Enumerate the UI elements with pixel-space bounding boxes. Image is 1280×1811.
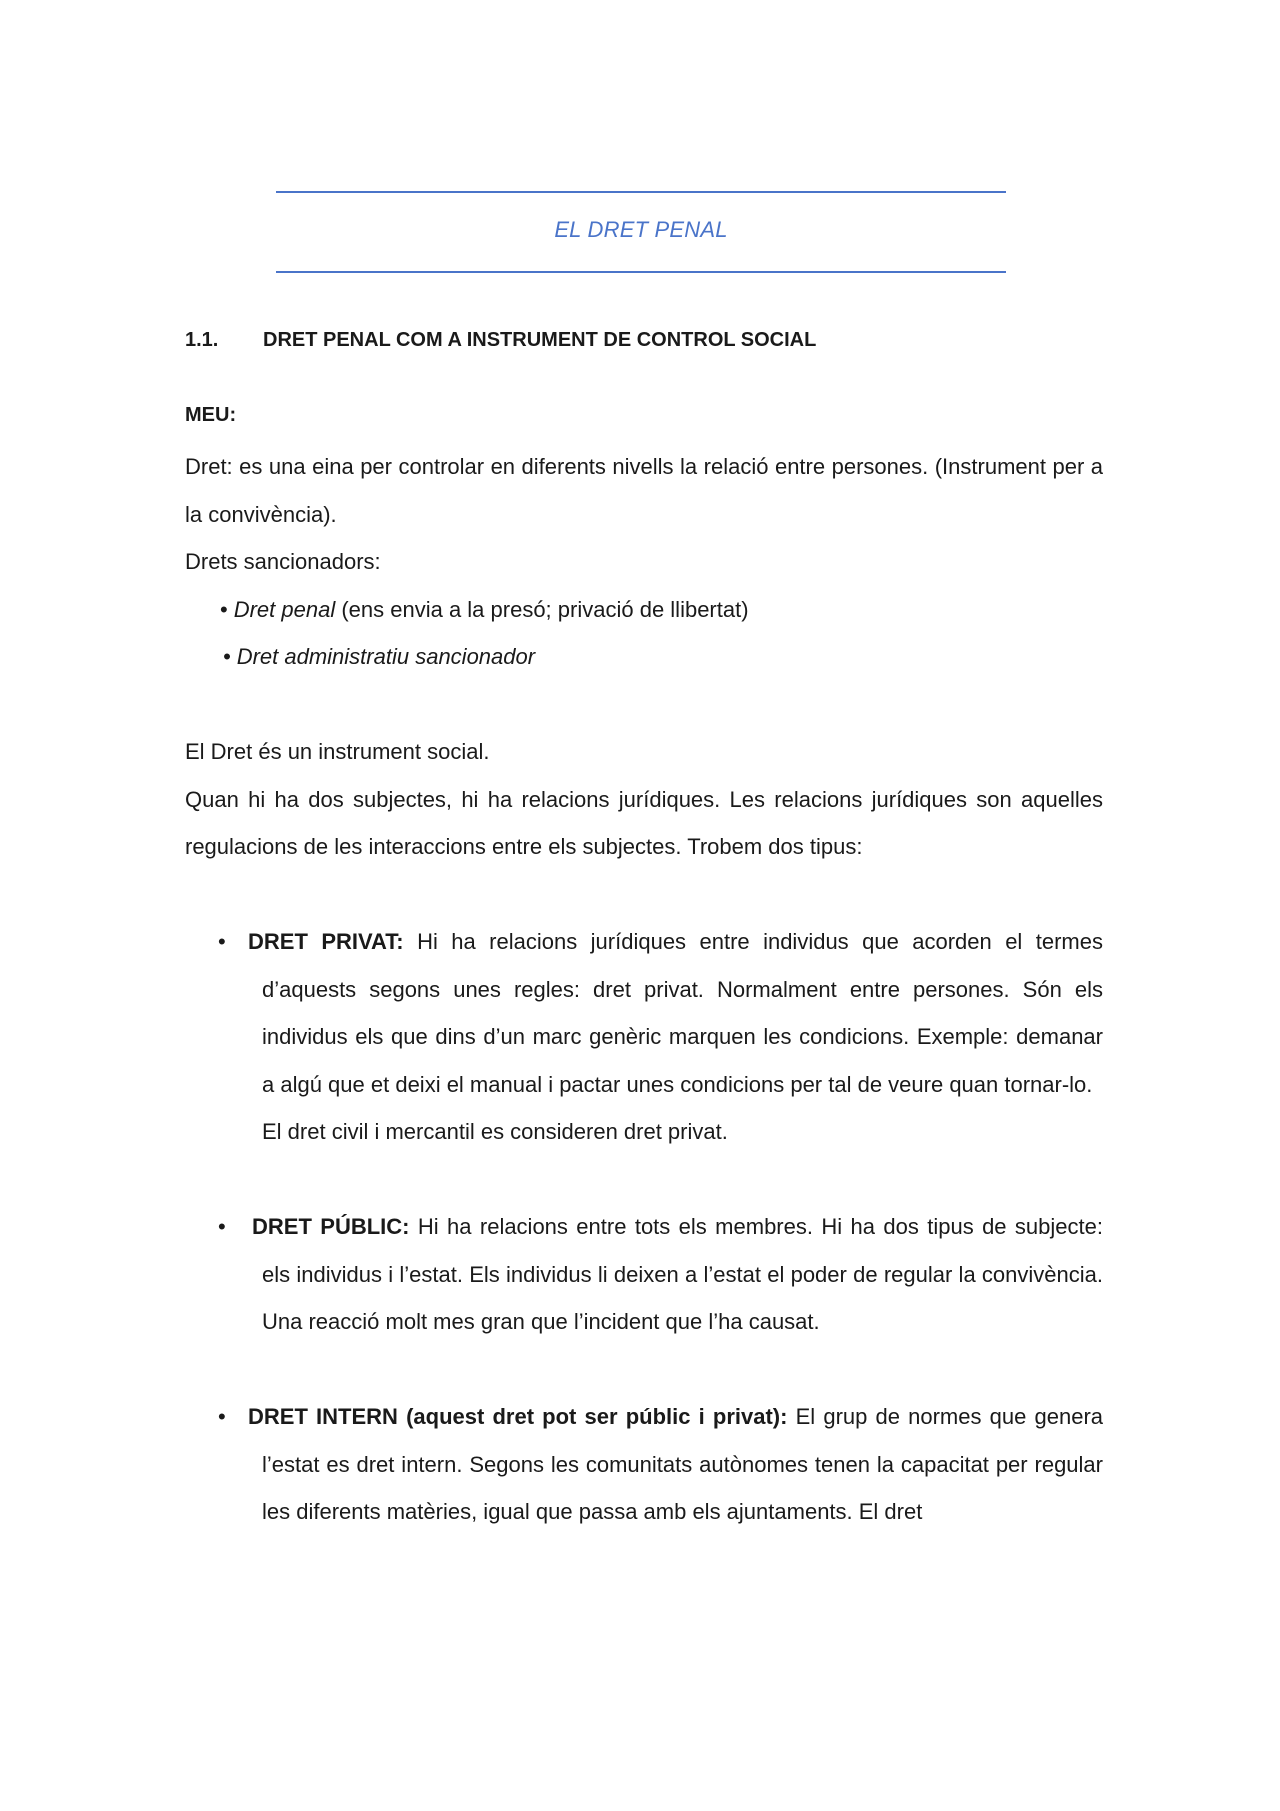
bullet-label: DRET PÚBLIC: (252, 1214, 410, 1239)
sancionadors-label: Drets sancionadors: (185, 549, 381, 574)
bullet-dot: • (218, 1404, 226, 1429)
social-line-2: Quan hi ha dos subjectes, hi ha relacions jurídiques. Les relacions jurídiques son aquelles regulacions de les interaccions entre els subjectes. Trobem dos tipus: (185, 786, 1103, 859)
item-name: Dret administratiu sancionador (236, 644, 536, 669)
bullet-extra: El dret civil i mercantil es consideren dret privat. (262, 1119, 728, 1144)
bullet-dot: • (223, 644, 231, 669)
bullet-label: DRET PRIVAT: (248, 929, 404, 954)
bullet-dot: • (218, 929, 226, 954)
spacer (185, 871, 1103, 919)
document-body (185, 322, 1103, 1536)
dret-definition: Dret: es una eina per controlar en diferents nivells la relació entre persones. (Instrument per a la convivència). (185, 454, 1103, 527)
section-heading (185, 322, 1103, 369)
list-item-dret-administratiu (185, 633, 1103, 681)
item-desc: (ens envia a la presó; privació de llibertat) (335, 596, 749, 622)
meu-label: MEU: (185, 404, 237, 426)
spacer (185, 1156, 1103, 1204)
bullet-label: DRET INTERN (aquest dret pot ser públic i privat): (248, 1404, 788, 1429)
spacer (185, 1346, 1103, 1394)
bullet-text: Hi ha relacions jurídiques entre individus que acorden el termes d’aquests segons unes regles: dret privat. Normalment entre persones. Són els individus els que dins d’un marc genèric marquen les condicions. Exemple: demanar a algú que et deixi el manual i pactar unes condicions per tal de veure quan tornar-lo. (262, 929, 1103, 1097)
bullet-text: Hi ha relacions entre tots els membres. Hi ha dos tipus de subjecte: els individus i l’estat. Els individus li deixen a l’estat el poder de regular la convivència. Una reacció molt mes gran que l’incident que l’ha causat. (262, 1214, 1103, 1334)
list-item-dret-privat (185, 918, 1103, 1156)
list-item-dret-penal (185, 586, 1103, 634)
list-item-dret-intern (185, 1393, 1103, 1536)
section-title: DRET PENAL COM A INSTRUMENT DE CONTROL SOCIAL (263, 329, 817, 351)
bullet-text: El grup de normes que genera l’estat es dret intern. Segons les comunitats autònomes tenen la capacitat per regular les diferents matèries, igual que passa amb els ajuntaments. El dret (262, 1404, 1104, 1524)
item-name: Dret penal (233, 596, 336, 622)
social-line-1: El Dret és un instrument social. (185, 739, 490, 764)
section-number: 1.1. (185, 329, 219, 351)
bullet-dot: • (220, 596, 228, 622)
title-block (276, 191, 1006, 273)
bullet-dot: • (218, 1214, 226, 1239)
spacer (185, 681, 1103, 729)
list-item-dret-public (185, 1203, 1103, 1346)
document-title: EL DRET PENAL (554, 217, 728, 242)
